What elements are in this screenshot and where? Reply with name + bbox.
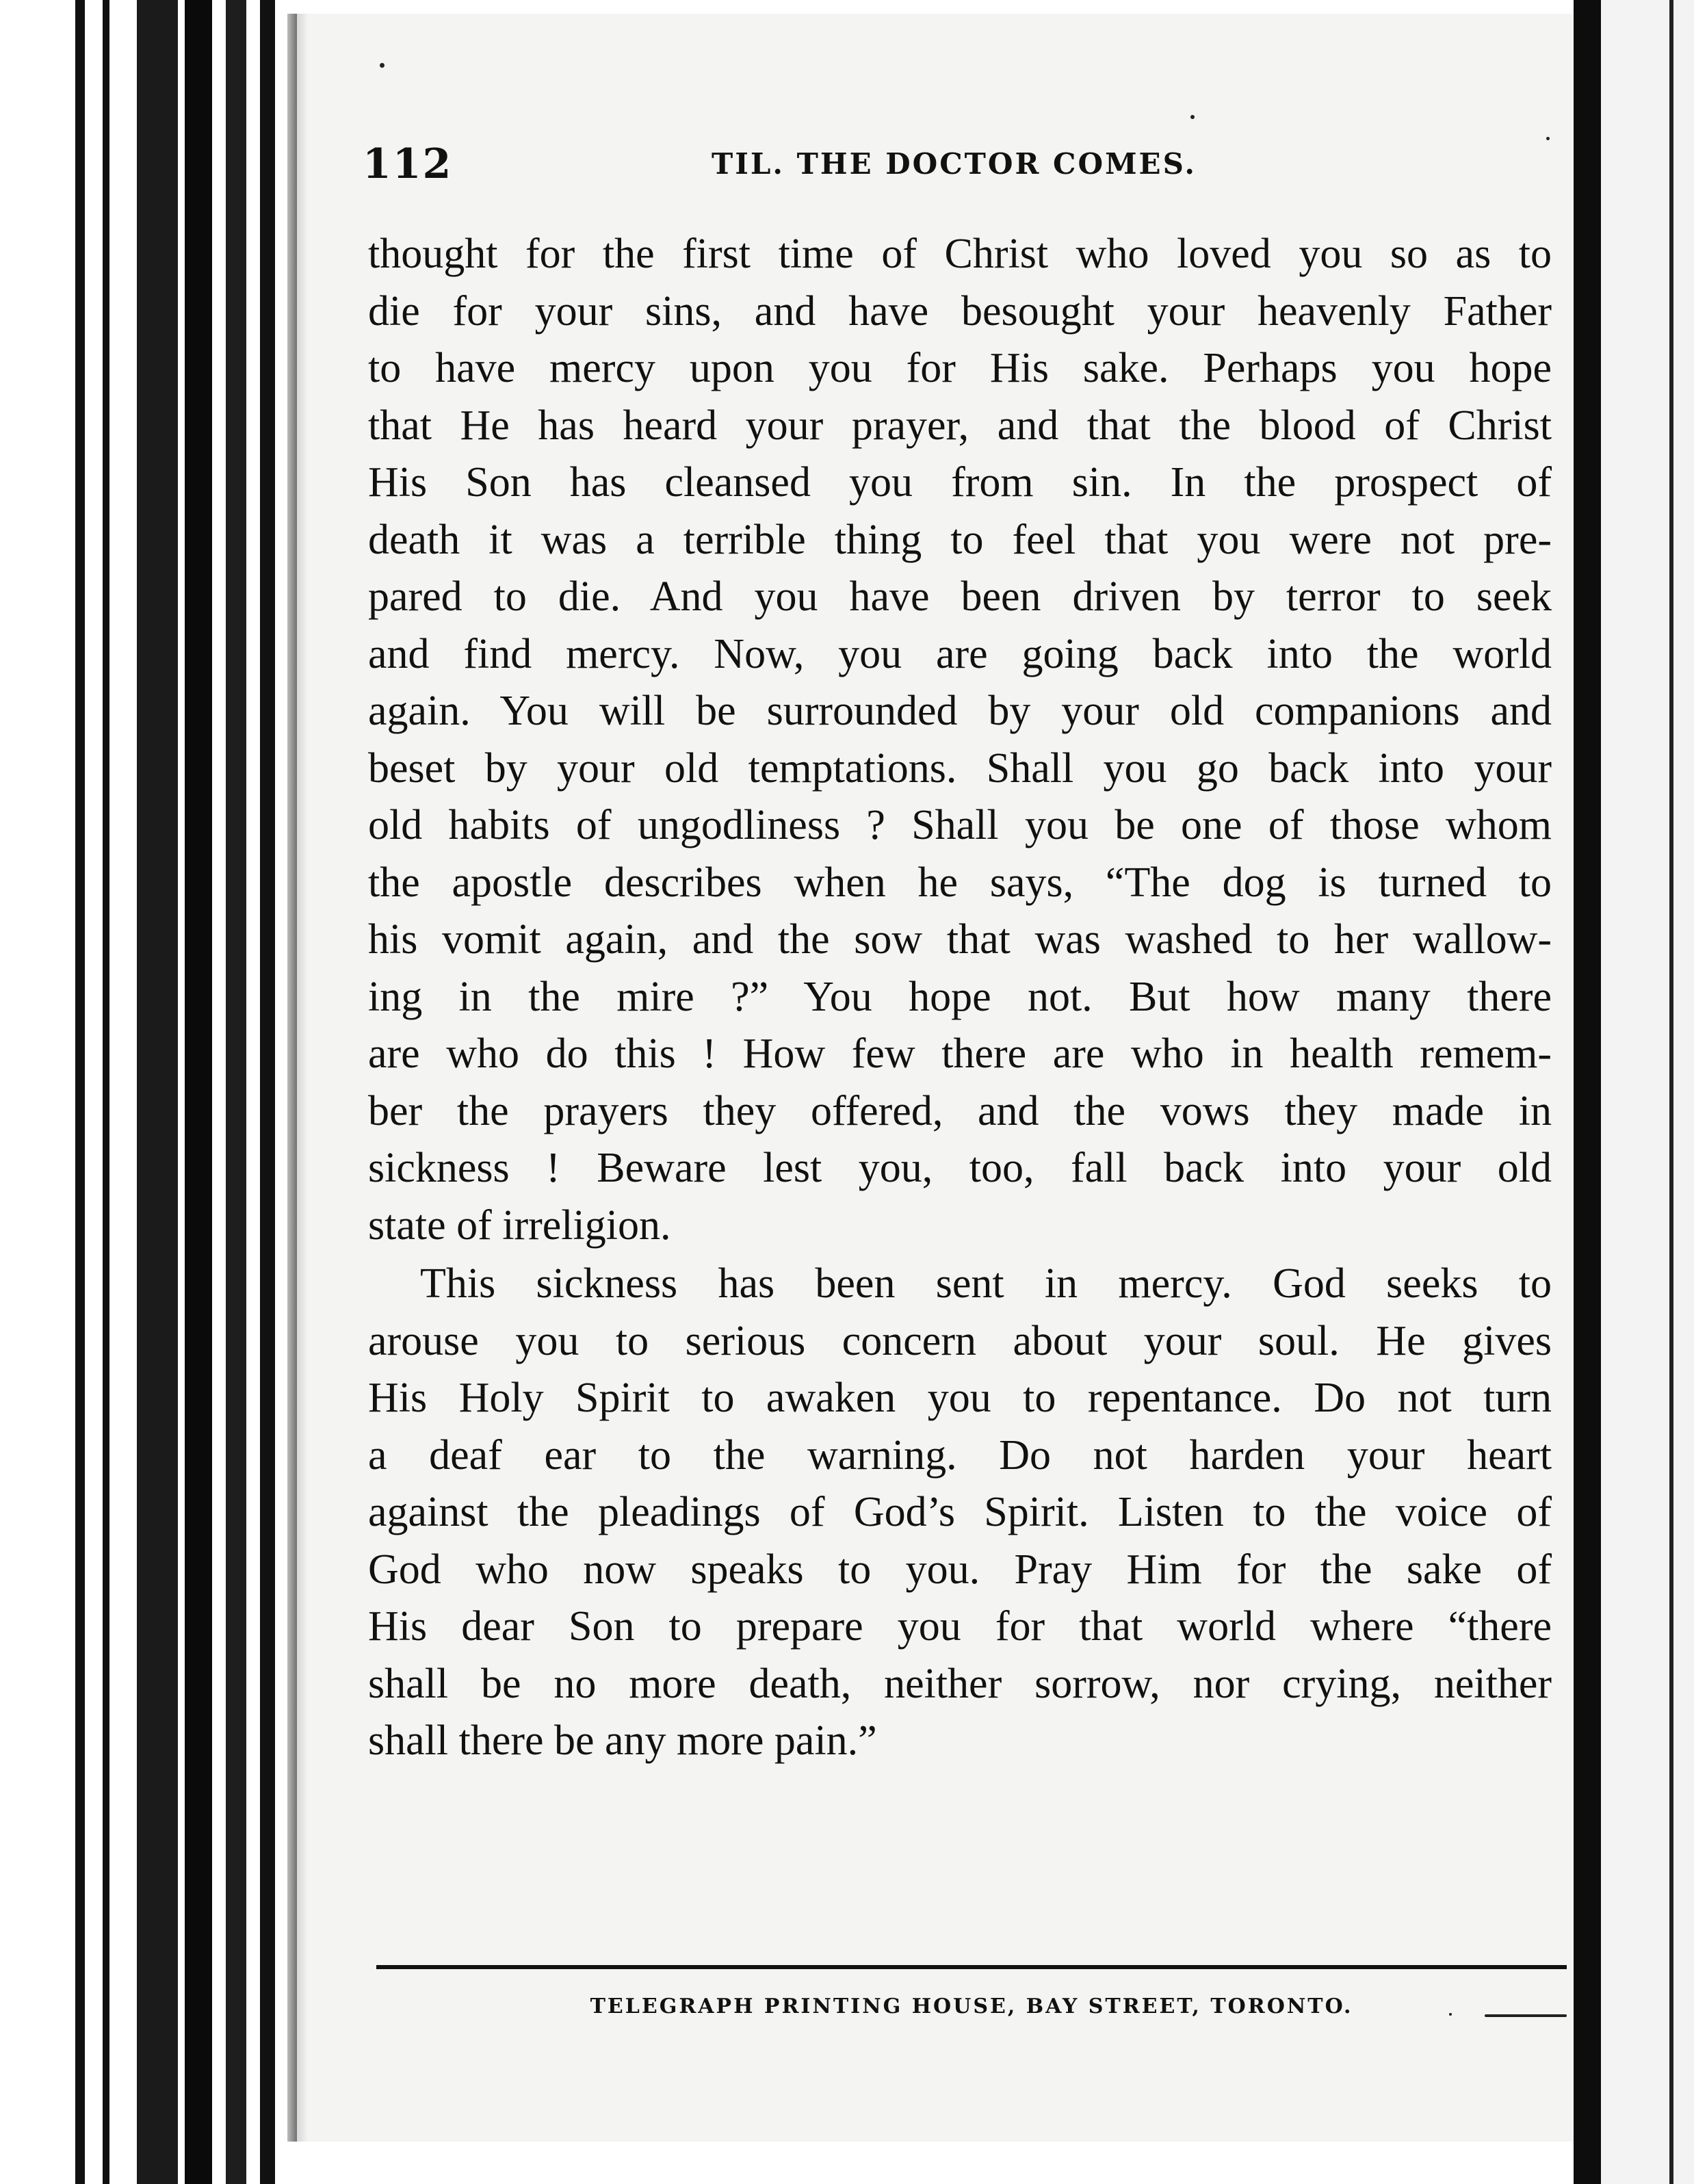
text-line: arouse you to serious concern about your soul. He gives [368,1317,1552,1364]
next-page-edge [1601,0,1694,2184]
text-line: old habits of ungodliness ? Shall you be one of those whom [368,802,1552,848]
scan-speck [1190,115,1195,119]
text-line: thought for the first time of Christ who loved you so as to [368,231,1552,277]
text-line: beset by your old temptations. Shall you go back into your [368,744,1552,792]
page-gutter-shadow [287,14,308,2142]
running-title: TIL. THE DOCTOR COMES. [712,147,1197,181]
text-line: death it was a terrible thing to feel that you were not pre- [368,516,1552,563]
page-number: 112 [363,140,453,188]
paragraph [368,226,1552,1254]
text-line: shall be no more death, neither sorrow, nor crying, neither [368,1660,1552,1707]
spine-band [226,0,246,2184]
spine-line [75,0,85,2184]
body-text [368,226,1552,1770]
spine-band [260,0,275,2184]
text-line: sickness ! Beware lest you, too, fall back into your old [368,1145,1552,1191]
paragraph [368,1256,1552,1770]
running-head [363,140,1546,188]
book-spine-edge [0,0,287,2184]
text-line: and find mercy. Now, you are going back into the world [368,630,1552,677]
text-line: God who now speaks to you. Pray Him for the sake of [368,1546,1552,1593]
scan-mark [1485,2014,1567,2017]
text-line: This sickness has been sent in mercy. God seeks to [420,1260,1552,1307]
text-line: state of irreligion. [368,1201,671,1249]
spine-line [103,0,109,2184]
text-line: his vomit again, and the sow that was washed to her wallow- [368,916,1552,963]
text-line: His Holy Spirit to awaken you to repentance. Do not turn [368,1375,1552,1421]
scan-speck [1449,2013,1452,2016]
text-line: His dear Son to prepare you for that world where “there [368,1603,1552,1650]
spine-band [137,0,178,2184]
text-line: His Son has cleansed you from sin. In the prospect of [368,459,1552,506]
text-line: ing in the mire ?” You hope not. But how many there [368,973,1552,1020]
printer-imprint: TELEGRAPH PRINTING HOUSE, BAY STREET, TORONTO. [590,1994,1353,2018]
text-line: pared to die. And you have been driven by terror to seek [368,573,1552,620]
text-line: the apostle describes when he says, “The dog is turned to [368,859,1552,906]
footer-rule [376,1965,1567,1969]
text-line: to have mercy upon you for His sake. Perhaps you hope [368,345,1552,391]
next-page-border [1669,0,1673,2184]
spine-band [185,0,212,2184]
text-line: are who do this ! How few there are who in health remem- [368,1030,1552,1077]
text-line: shall there be any more pain.” [368,1717,877,1764]
text-line: a deaf ear to the warning. Do not harden your heart [368,1431,1552,1479]
text-line: that He has heard your prayer, and that the blood of Christ [368,402,1552,449]
text-line: ber the prayers they offered, and the vows they made in [368,1087,1552,1134]
scan-speck [380,63,385,68]
text-line: against the pleadings of God’s Spirit. Listen to the voice of [368,1489,1552,1535]
scan-speck [1546,137,1550,140]
text-line: again. You will be surrounded by your old companions and [368,688,1552,734]
text-line: die for your sins, and have besought your heavenly Father [368,287,1552,335]
right-page-edge [1574,0,1601,2184]
